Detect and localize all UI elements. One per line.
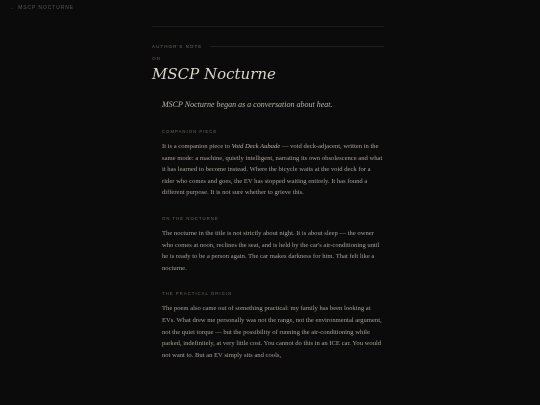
section-companion-piece [152,129,384,199]
article [152,42,384,361]
section-text-before: It is a companion piece to [162,143,232,150]
referenced-work-title: Void Deck Aubade [231,143,281,150]
notes-label: AUTHOR'S NOTE [152,43,203,49]
section-on-the-nocturne [152,216,384,274]
section-text-after: — void deck-adjacent, written in the same mode: a machine, quietly intelligent, narrating its own obsolescence and what it has learned to become instead. Where the bicycle waits at the void deck for a rider who comes and goes, the EV has stopped waiting entirely. It has found a different purpose. It is not sure whether to grieve this. [162,143,383,197]
section-label: COMPANION PIECE [162,129,218,134]
notes-divider [210,46,384,47]
section-label: THE PRACTICAL ORIGIN [162,291,233,297]
section-practical-origin [152,291,384,361]
lede: MSCP Nocturne began as a conversation about heat. [162,100,333,109]
notes-header [152,42,384,50]
section-body: The poem also came out of something practical: my family has been looking at EVs. What drew me personally was not the range, not the environmental argument, not the quiet torque — but the possibility of running the air-conditioning while parked, indefinitely, at very little cost. You cannot do this in an ICE car. You would not want to. But an EV simply sits and cools, [162,305,382,359]
section-body: The nocturne in the title is not strictly about night. It is about sleep — the owner who comes at noon, reclines the seat, and is held by the car's air-conditioning until he is ready to be a person again. The car makes darkness for him. That felt like a nocturne. [162,229,380,272]
back-link[interactable]: ← MSCP NOCTURNE [10,5,74,11]
page-title: MSCP Nocturne [152,65,276,83]
section-label: ON THE NOCTURNE [162,215,219,221]
top-divider [152,26,384,27]
on-label: ON [152,56,161,61]
section-body [162,141,384,199]
